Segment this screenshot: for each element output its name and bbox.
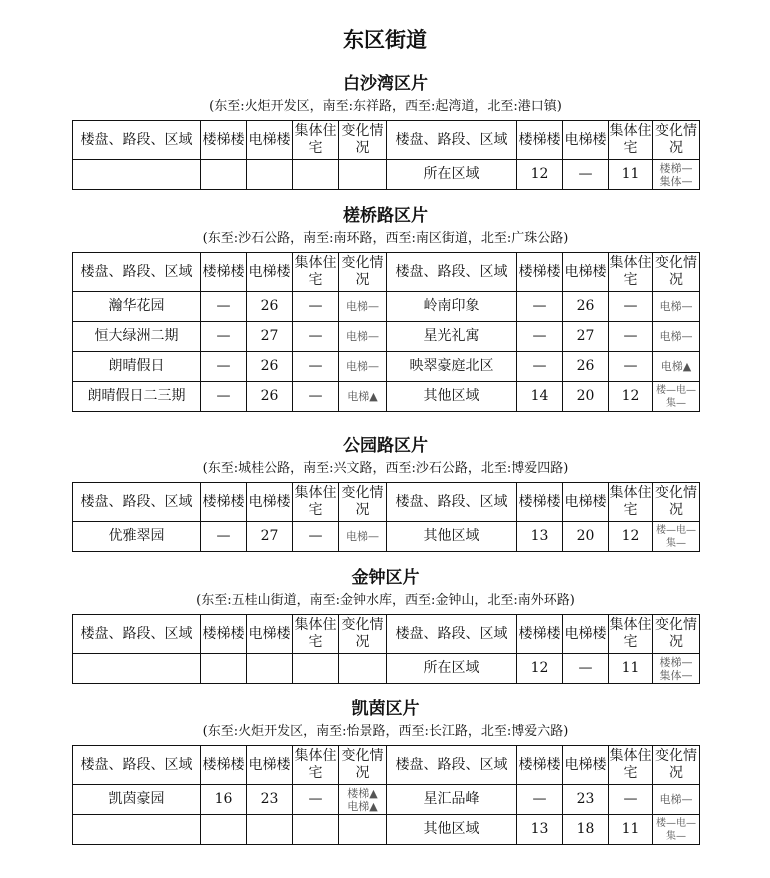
column-header: 变化情况 [653, 746, 700, 785]
value-cell: 26 [563, 292, 609, 322]
table-row [73, 382, 700, 412]
column-header: 楼梯楼 [201, 615, 247, 654]
value-cell [247, 160, 293, 190]
value-cell: — [293, 292, 339, 322]
value-cell [293, 654, 339, 684]
section-title: 公园路区片 [343, 436, 428, 456]
column-header: 电梯楼 [247, 121, 293, 160]
section-bounds: (东至:火炬开发区，南至:东祥路，西至:起湾道，北至:港口镇) [209, 99, 562, 114]
district-section [72, 697, 699, 845]
value-cell [247, 815, 293, 845]
value-cell: — [517, 292, 563, 322]
value-cell: 27 [247, 322, 293, 352]
value-cell: 11 [609, 160, 653, 190]
column-header: 变化情况 [653, 483, 700, 522]
section-title: 凯茵区片 [351, 699, 420, 719]
area-name-cell: 恒大绿洲二期 [73, 322, 201, 352]
change-cell: 电梯— [339, 352, 387, 382]
column-header: 电梯楼 [247, 615, 293, 654]
value-cell: 12 [517, 654, 563, 684]
value-cell: — [563, 654, 609, 684]
value-cell: — [517, 322, 563, 352]
change-cell: 电梯— [339, 292, 387, 322]
area-name-cell: 岭南印象 [387, 292, 517, 322]
area-name-cell: 朗晴假日二三期 [73, 382, 201, 412]
value-cell: — [517, 352, 563, 382]
column-header: 楼梯楼 [517, 746, 563, 785]
change-cell: 电梯— [653, 322, 700, 352]
column-header: 集体住宅 [293, 615, 339, 654]
value-cell: — [517, 785, 563, 815]
value-cell [201, 654, 247, 684]
column-header: 集体住宅 [293, 483, 339, 522]
value-cell: — [201, 352, 247, 382]
column-header: 电梯楼 [563, 121, 609, 160]
value-cell: — [293, 522, 339, 552]
value-cell: — [293, 352, 339, 382]
value-cell: 26 [247, 352, 293, 382]
change-cell: 楼梯— 集体— [653, 160, 700, 190]
area-name-cell: 所在区域 [387, 160, 517, 190]
value-cell: 20 [563, 522, 609, 552]
column-header: 电梯楼 [563, 615, 609, 654]
area-name-cell: 映翠豪庭北区 [387, 352, 517, 382]
value-cell: 12 [517, 160, 563, 190]
value-cell: 18 [563, 815, 609, 845]
column-header: 变化情况 [339, 615, 387, 654]
area-name-cell [73, 815, 201, 845]
value-cell: — [609, 352, 653, 382]
column-header: 变化情况 [339, 253, 387, 292]
page-title: 东区街道 [343, 27, 427, 52]
column-header: 楼盘、路段、区域 [73, 121, 201, 160]
value-cell: 11 [609, 815, 653, 845]
section-title: 白沙湾区片 [343, 74, 428, 94]
table-header-row [73, 121, 700, 160]
value-cell: 27 [247, 522, 293, 552]
column-header: 楼梯楼 [201, 253, 247, 292]
change-cell [339, 160, 387, 190]
column-header: 楼梯楼 [201, 121, 247, 160]
value-cell: 27 [563, 322, 609, 352]
change-cell: 楼梯▲ 电梯▲ [339, 785, 387, 815]
price-table [72, 745, 700, 845]
value-cell [247, 654, 293, 684]
value-cell: — [293, 785, 339, 815]
value-cell: — [201, 292, 247, 322]
column-header: 电梯楼 [563, 746, 609, 785]
value-cell: 23 [563, 785, 609, 815]
change-cell: 楼梯— 集体— [653, 654, 700, 684]
column-header: 集体住宅 [609, 615, 653, 654]
value-cell: — [201, 322, 247, 352]
column-header: 楼盘、路段、区域 [73, 483, 201, 522]
column-header: 集体住宅 [609, 483, 653, 522]
column-header: 集体住宅 [293, 253, 339, 292]
value-cell [293, 815, 339, 845]
column-header: 楼盘、路段、区域 [73, 615, 201, 654]
price-table [72, 482, 700, 552]
area-name-cell: 所在区域 [387, 654, 517, 684]
district-section [72, 72, 699, 190]
area-name-cell: 其他区域 [387, 522, 517, 552]
column-header: 楼盘、路段、区域 [73, 253, 201, 292]
column-header: 电梯楼 [247, 483, 293, 522]
value-cell: — [293, 322, 339, 352]
column-header: 集体住宅 [609, 253, 653, 292]
column-header: 集体住宅 [293, 746, 339, 785]
change-cell: 楼—电— 集— [653, 815, 700, 845]
section-bounds: (东至:沙石公路，南至:南环路，西至:南区街道，北至:广珠公路) [202, 231, 569, 246]
area-name-cell: 朗晴假日 [73, 352, 201, 382]
column-header: 变化情况 [653, 253, 700, 292]
column-header: 电梯楼 [247, 253, 293, 292]
table-row [73, 522, 700, 552]
table-row [73, 785, 700, 815]
column-header: 楼盘、路段、区域 [387, 746, 517, 785]
value-cell: 26 [563, 352, 609, 382]
change-cell: 电梯— [653, 785, 700, 815]
column-header: 楼盘、路段、区域 [387, 615, 517, 654]
area-name-cell: 其他区域 [387, 382, 517, 412]
area-name-cell: 星光礼寓 [387, 322, 517, 352]
column-header: 楼盘、路段、区域 [387, 121, 517, 160]
change-cell [339, 654, 387, 684]
area-name-cell: 优雅翠园 [73, 522, 201, 552]
area-name-cell: 其他区域 [387, 815, 517, 845]
value-cell [293, 160, 339, 190]
section-title: 金钟区片 [351, 568, 420, 588]
column-header: 楼梯楼 [517, 121, 563, 160]
value-cell [201, 160, 247, 190]
column-header: 楼梯楼 [517, 615, 563, 654]
section-bounds: (东至:五桂山街道，南至:金钟水库，西至:金钟山，北至:南外环路) [196, 593, 575, 608]
value-cell: — [563, 160, 609, 190]
value-cell: — [609, 322, 653, 352]
table-row [73, 654, 700, 684]
price-table [72, 252, 700, 412]
district-section [72, 204, 699, 412]
district-section [72, 434, 699, 552]
section-title: 槎桥路区片 [343, 206, 428, 226]
change-cell: 电梯▲ [653, 352, 700, 382]
column-header: 楼盘、路段、区域 [387, 253, 517, 292]
change-cell: 电梯— [339, 522, 387, 552]
area-name-cell [73, 160, 201, 190]
column-header: 电梯楼 [247, 746, 293, 785]
change-cell: 电梯— [653, 292, 700, 322]
value-cell: — [293, 382, 339, 412]
area-name-cell: 星汇品峰 [387, 785, 517, 815]
value-cell [201, 815, 247, 845]
value-cell: 26 [247, 292, 293, 322]
column-header: 电梯楼 [563, 483, 609, 522]
area-name-cell: 瀚华花园 [73, 292, 201, 322]
change-cell: 楼—电— 集— [653, 382, 700, 412]
value-cell: 20 [563, 382, 609, 412]
section-bounds: (东至:火炬开发区，南至:怡景路，西至:长江路，北至:博爱六路) [202, 724, 569, 739]
area-name-cell: 凯茵豪园 [73, 785, 201, 815]
value-cell: 23 [247, 785, 293, 815]
table-row [73, 160, 700, 190]
column-header: 变化情况 [339, 746, 387, 785]
table-row [73, 322, 700, 352]
column-header: 电梯楼 [563, 253, 609, 292]
value-cell: 13 [517, 522, 563, 552]
column-header: 集体住宅 [293, 121, 339, 160]
value-cell: 16 [201, 785, 247, 815]
column-header: 楼盘、路段、区域 [73, 746, 201, 785]
column-header: 变化情况 [653, 615, 700, 654]
change-cell: 楼—电— 集— [653, 522, 700, 552]
table-header-row [73, 746, 700, 785]
change-cell: 电梯▲ [339, 382, 387, 412]
column-header: 楼盘、路段、区域 [387, 483, 517, 522]
section-bounds: (东至:城桂公路，南至:兴文路，西至:沙石公路，北至:博爱四路) [202, 461, 569, 476]
column-header: 集体住宅 [609, 121, 653, 160]
change-cell [339, 815, 387, 845]
value-cell: 14 [517, 382, 563, 412]
table-row [73, 815, 700, 845]
column-header: 变化情况 [653, 121, 700, 160]
area-name-cell [73, 654, 201, 684]
value-cell: — [201, 382, 247, 412]
value-cell: — [201, 522, 247, 552]
column-header: 楼梯楼 [201, 483, 247, 522]
table-header-row [73, 615, 700, 654]
value-cell: 26 [247, 382, 293, 412]
column-header: 楼梯楼 [517, 253, 563, 292]
change-cell: 电梯— [339, 322, 387, 352]
value-cell: — [609, 292, 653, 322]
column-header: 集体住宅 [609, 746, 653, 785]
value-cell: — [609, 785, 653, 815]
price-table [72, 614, 700, 684]
table-header-row [73, 253, 700, 292]
value-cell: 12 [609, 522, 653, 552]
column-header: 楼梯楼 [517, 483, 563, 522]
value-cell: 13 [517, 815, 563, 845]
value-cell: 11 [609, 654, 653, 684]
price-table [72, 120, 700, 190]
table-row [73, 292, 700, 322]
value-cell: 12 [609, 382, 653, 412]
column-header: 楼梯楼 [201, 746, 247, 785]
district-section [72, 566, 699, 684]
table-header-row [73, 483, 700, 522]
column-header: 变化情况 [339, 121, 387, 160]
column-header: 变化情况 [339, 483, 387, 522]
table-row [73, 352, 700, 382]
